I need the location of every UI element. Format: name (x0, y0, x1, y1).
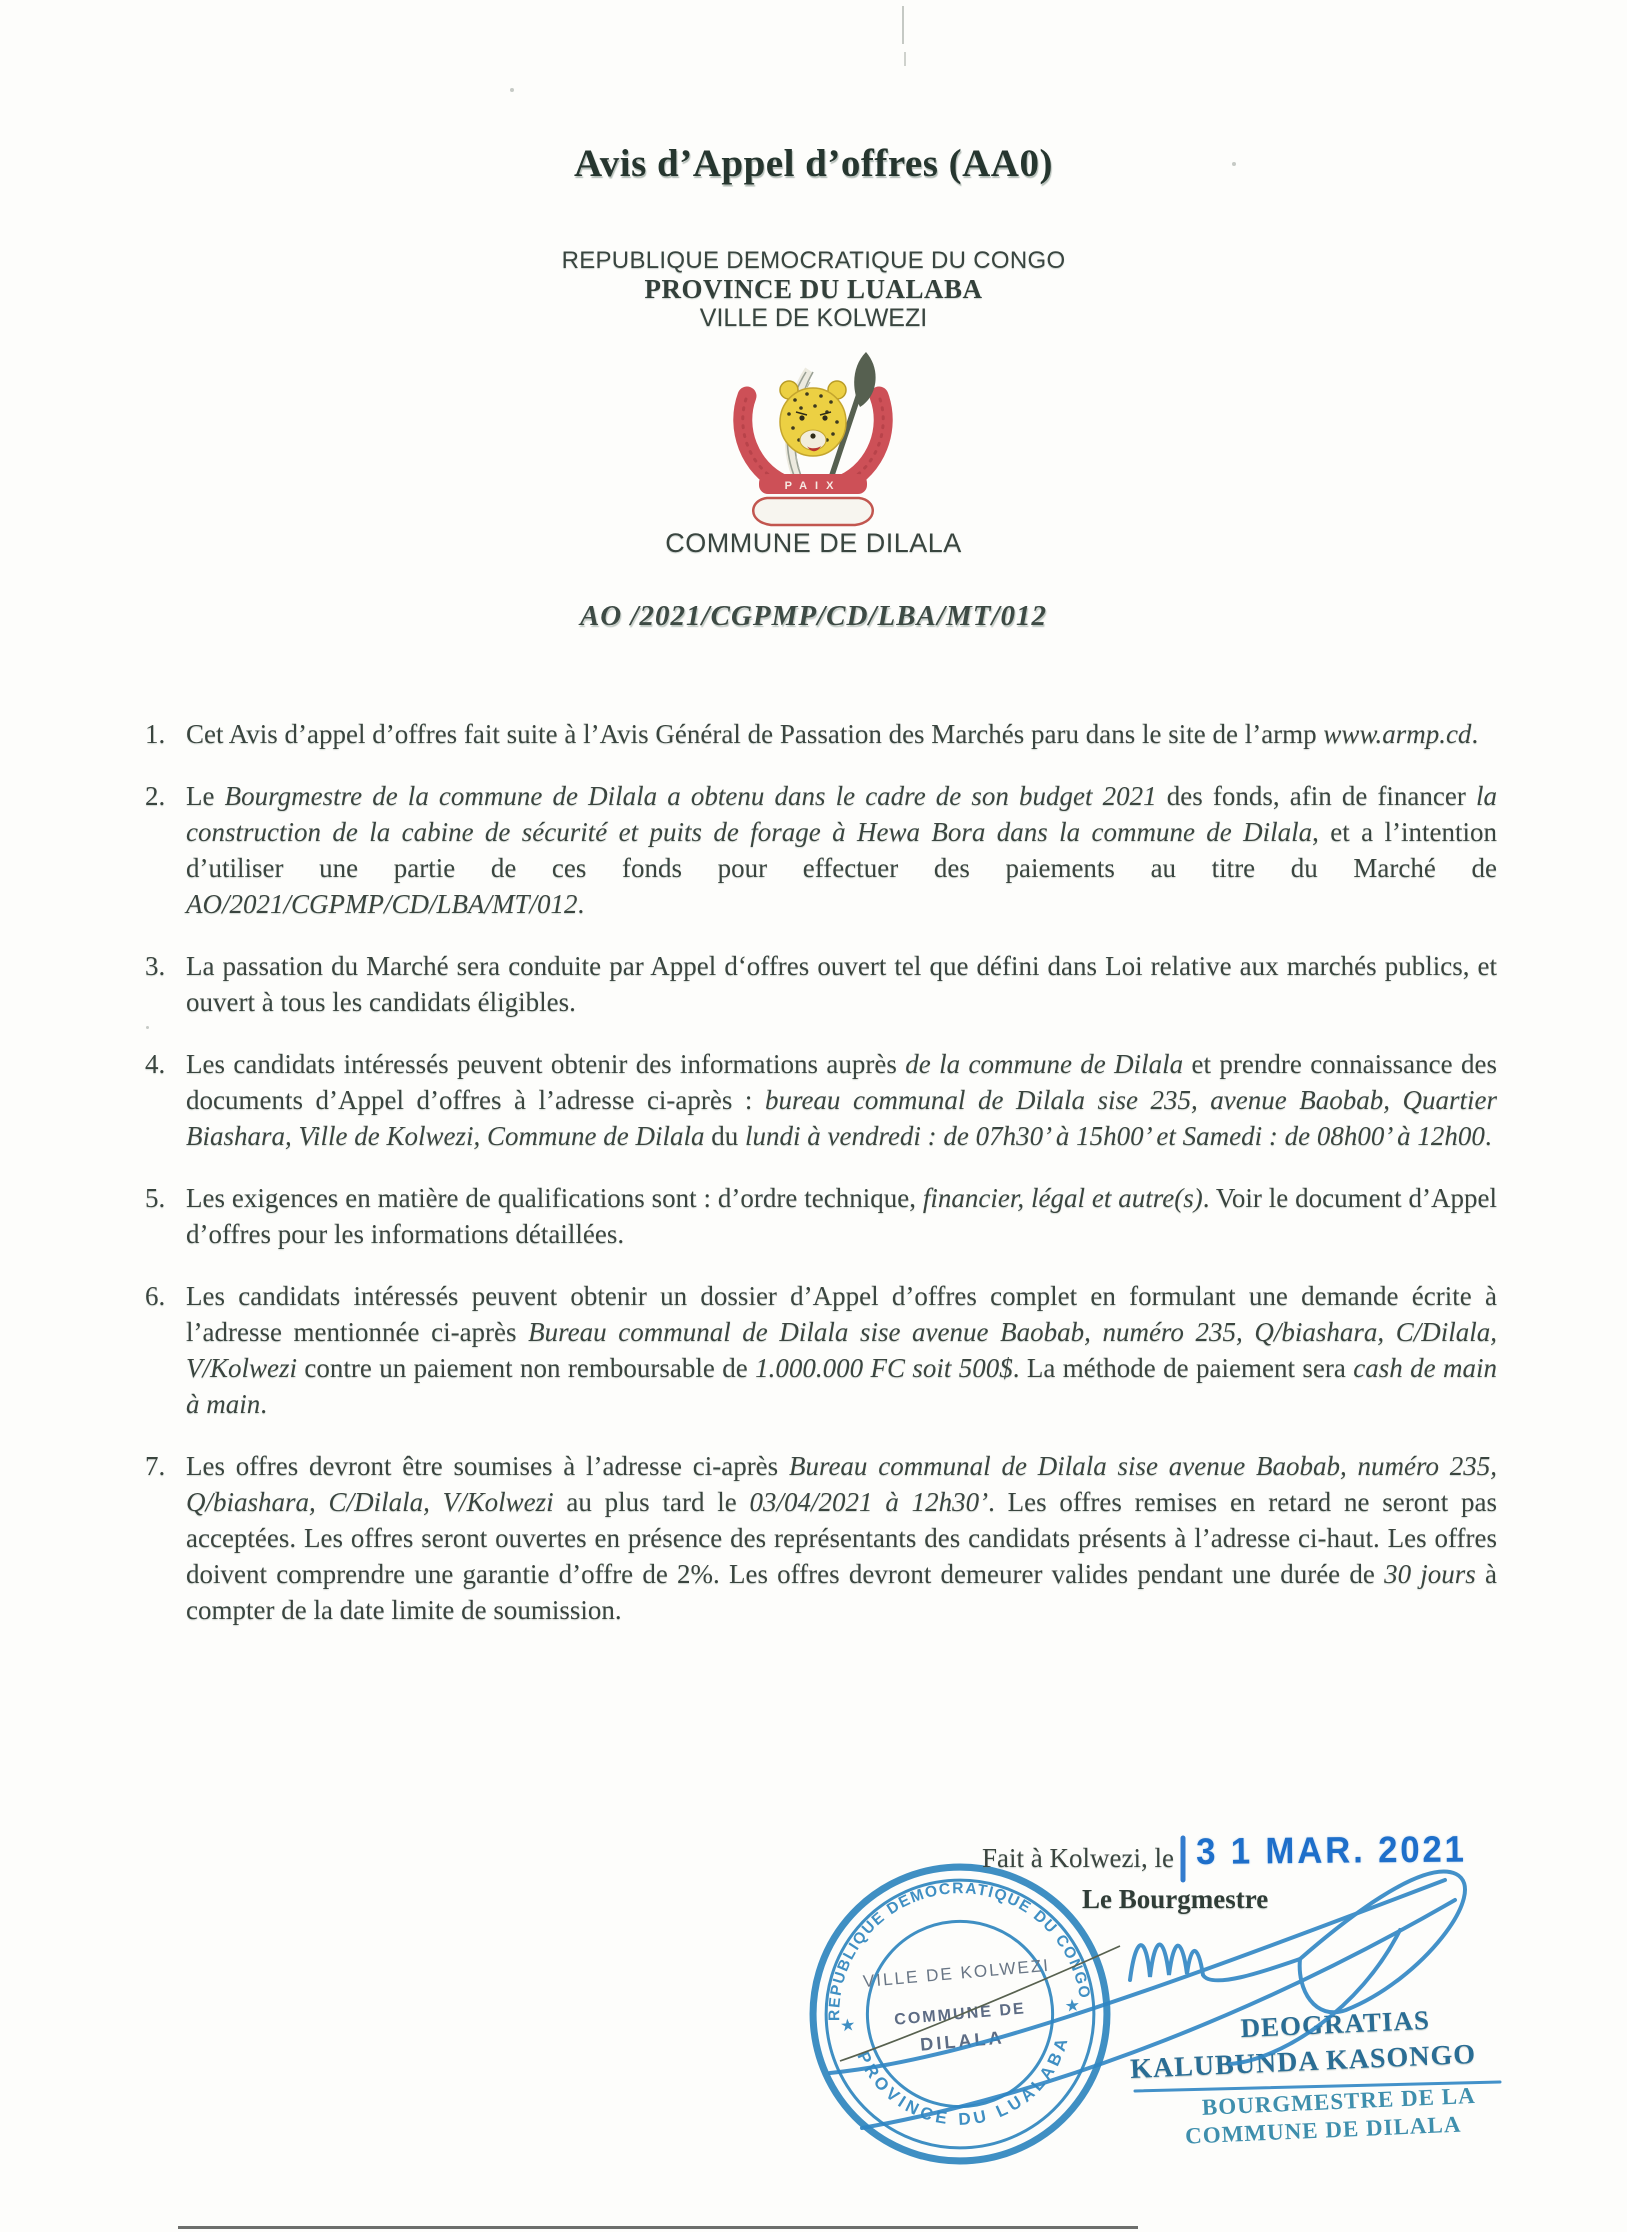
list-item-number: 1. (145, 719, 166, 749)
paragraph-text-run: lundi à vendredi : de 07h30’ à 15h00’ et Samedi : de 08h00’ à 12h00 (744, 1121, 1485, 1151)
paragraph-text-run: bureau communal de Dilala sise 235, avenue Baobab, Quartier Biashara, Ville de Kolwezi, Commune de Dilala (186, 1085, 1497, 1151)
list-item (145, 1180, 1497, 1252)
list-item-number: 3. (145, 951, 166, 981)
letterhead-city: VILLE DE KOLWEZI (699, 304, 928, 332)
letterhead-province: PROVINCE DU LUALABA (644, 274, 983, 304)
paragraph-text-run: des fonds, afin de financer (1156, 781, 1476, 811)
signer-first-name: DEOGRATIAS (1239, 2004, 1431, 2044)
stamp-ring-top-text: REPUBLIQUE DEMOCRATIQUE DU CONGO (826, 1880, 1093, 2022)
paragraph-text-run: financier, légal et autre(s) (922, 1183, 1203, 1213)
notice-paragraph-list (145, 716, 1497, 1654)
stamp-star-left: ★ (839, 2015, 857, 2036)
emblem-motto: PAIX (784, 480, 842, 492)
signer-title: Le Bourgmestre (1082, 1884, 1269, 1914)
paragraph-text-run: . Les offres remises en retard ne seront pas acceptées. Les offres seront ouvertes en présence des représentants des candidats présents à l’adresse ci-haut. Les offres doivent comprendre une garantie d’offre de 2%. Les offres devront demeurer valides pendant une durée de (186, 1487, 1497, 1589)
paragraph-text-run: de la commune de Dilala (905, 1049, 1184, 1079)
scan-scratch-artifact (904, 52, 906, 66)
paragraph-text-run: . (1471, 719, 1479, 749)
paragraph-text-run: . (260, 1389, 267, 1419)
stamp-ring-bottom-text: PROVINCE DU LUALABA (853, 2032, 1073, 2129)
stamp-inner-commune: COMMUNE DE (893, 1999, 1027, 2029)
date-stamp: 3 1 MAR. 2021 (1196, 1828, 1467, 1872)
paragraph-text-run: AO/2021/CGPMP/CD/LBA/MT/012 (186, 889, 578, 919)
paragraph-text-run: Bureau communal de Dilala sise avenue Baobab, numéro 235, Q/biashara, C/Dilala, V/Kolwezi (186, 1451, 1497, 1517)
paragraph-text-run: Bourgmestre de la commune de Dilala a obtenu dans le cadre de son budget 2021 (224, 781, 1157, 811)
list-item-number: 5. (145, 1183, 166, 1213)
paragraph-text-run: Les candidats intéressés peuvent obtenir des informations auprès (186, 1049, 906, 1079)
list-item-number: 6. (145, 1281, 166, 1311)
paragraph-text-run: et prendre connaissance des documents d’Appel d’offres à l’adresse ci-après : (186, 1049, 1497, 1115)
paragraph-text-run: www.armp.cd (1323, 719, 1472, 749)
paragraph-text-run: . (577, 889, 585, 919)
paragraph-text-run: Les exigences en matière de qualifications sont : d’ordre technique, (186, 1183, 923, 1213)
list-item-number: 4. (145, 1049, 166, 1079)
paragraph-text-run: du (704, 1121, 745, 1151)
paragraph-text-run: . La méthode de paiement sera (1012, 1353, 1354, 1383)
paragraph-text-run: Bureau communal de Dilala sise avenue Baobab, numéro 235, Q/biashara, C/Dilala, V/Kolwezi (186, 1317, 1497, 1383)
stamp-star-right: ★ (1063, 1995, 1081, 2016)
document-title: Avis d’Appel d’offres (AA0) (574, 142, 1053, 185)
paragraph-text-run: Cet Avis d’appel d’offres fait suite à l’Avis Général de Passation des Marchés paru dans le site de l’armp (186, 719, 1324, 749)
signer-role-line2: COMMUNE DE DILALA (1184, 2111, 1462, 2149)
paragraph-text-run: cash de main à main (186, 1353, 1497, 1419)
paragraph-text-run: 30 jours (1384, 1559, 1476, 1589)
list-item (145, 1278, 1497, 1422)
list-item (145, 716, 1497, 752)
stamp-inner-city: VILLE DE KOLWEZI (862, 1955, 1051, 1992)
paragraph-text-run: Le (186, 781, 225, 811)
paragraph-text-run: , et a l’intention d’utiliser une partie de ces fonds pour effectuer des paiements au titre du Marché de (186, 817, 1497, 883)
paragraph-text-run: . Voir le document d’Appel d’offres pour les informations détaillées. (186, 1183, 1497, 1249)
list-item (145, 1046, 1497, 1154)
scan-edge-artifact (178, 2226, 1138, 2229)
stamp-inner-dilala: DILALA (919, 2027, 1006, 2055)
paragraph-text-run: 1.000.000 FC soit 500$ (755, 1353, 1013, 1383)
paragraph-text-run: au plus tard le (553, 1487, 750, 1517)
signer-last-name: KALUBUNDA KASONGO (1129, 2038, 1477, 2085)
list-item (145, 778, 1497, 922)
list-item-number: 2. (145, 781, 166, 811)
paragraph-text-run: La passation du Marché sera conduite par Appel d‘offres ouvert tel que défini dans Loi relative aux marchés publics, et ouvert à tous les candidats éligibles. (186, 951, 1497, 1017)
list-item-number: 7. (145, 1451, 166, 1481)
signature-place-date-line: Fait à Kolwezi, le (982, 1843, 1174, 1873)
letterhead-commune: COMMUNE DE DILALA (665, 528, 962, 558)
drc-coat-of-arms-emblem (703, 336, 923, 536)
paragraph-text-run: la construction de la cabine de sécurité et puits de forage à Hewa Bora dans la commune de Dilala (186, 781, 1498, 847)
coat-of-arms-icon (703, 336, 923, 536)
letterhead-country: REPUBLIQUE DEMOCRATIQUE DU CONGO (561, 247, 1066, 274)
list-item (145, 1448, 1497, 1628)
paragraph-text-run: . (1484, 1121, 1492, 1151)
scan-speck (510, 88, 514, 92)
paragraph-text-run: Les offres devront être soumises à l’adresse ci-après (186, 1451, 789, 1481)
signer-role-line1: BOURGMESTRE DE LA (1201, 2082, 1477, 2120)
paragraph-text-run: contre un paiement non remboursable de (297, 1353, 756, 1383)
list-item (145, 948, 1497, 1020)
paragraph-text-run: à compter de la date limite de soumission. (186, 1559, 1498, 1625)
tender-reference-number: AO /2021/CGPMP/CD/LBA/MT/012 (579, 600, 1048, 632)
paragraph-text-run: Les candidats intéressés peuvent obtenir un dossier d’Appel d’offres complet en formulant une demande écrite à l’adresse mentionnée ci-après (186, 1281, 1497, 1347)
scan-scratch-artifact (902, 6, 904, 44)
paragraph-text-run: 03/04/2021 à 12h30’ (749, 1487, 989, 1517)
